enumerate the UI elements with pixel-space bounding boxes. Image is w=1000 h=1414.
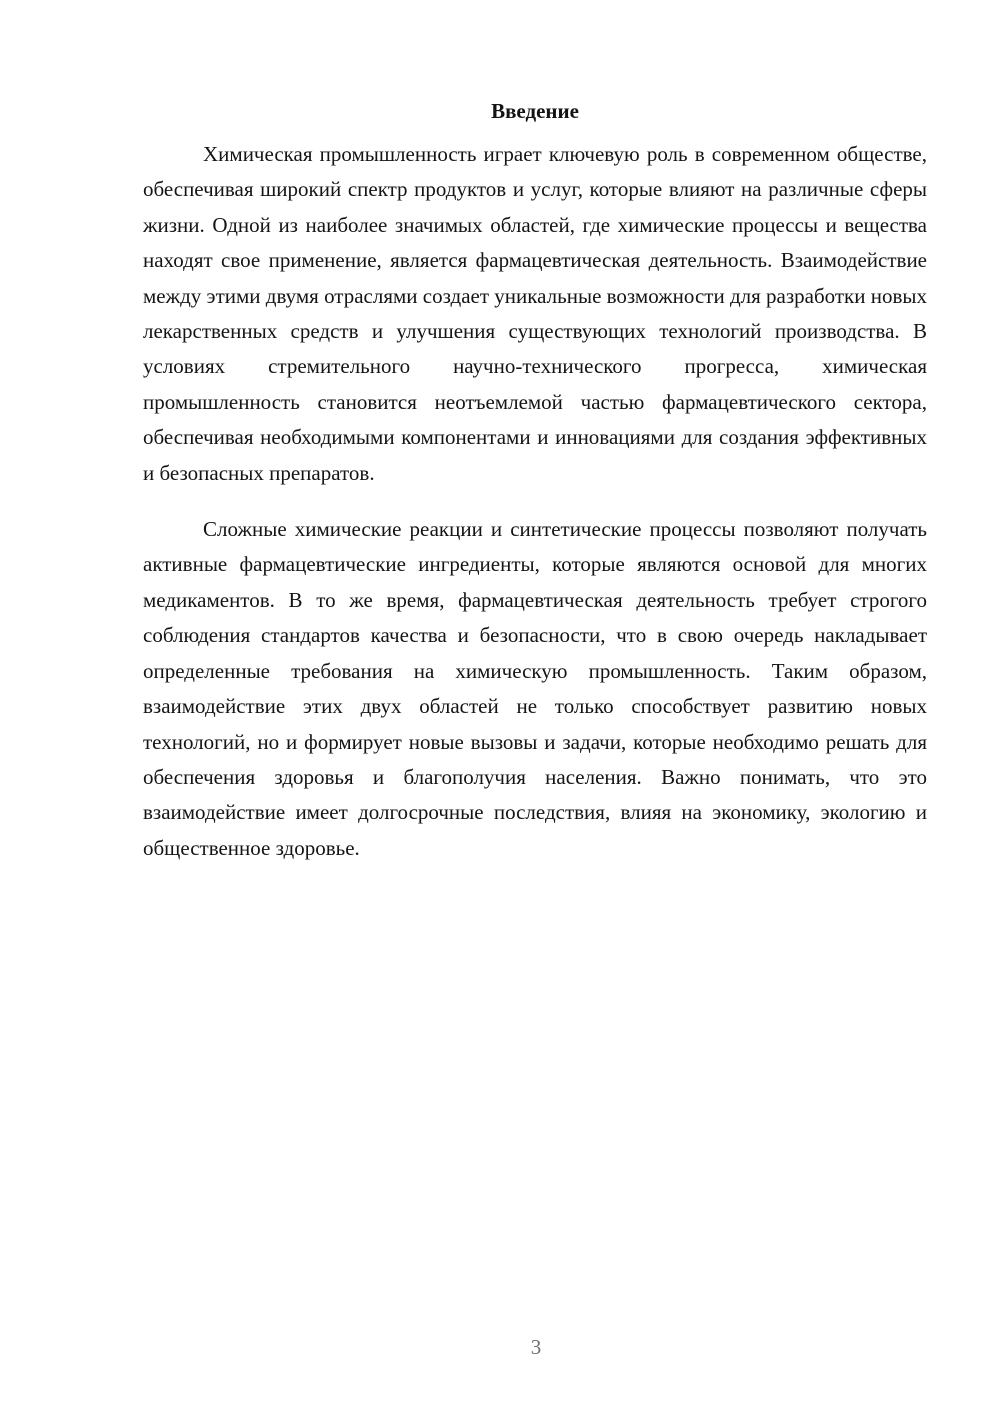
- section-heading: Введение: [491, 99, 579, 123]
- document-body: [143, 96, 927, 866]
- paragraph-1: Химическая промышленность играет ключевую роль в современном обществе, обеспечивая широкий спектр продуктов и услуг, которые влияют на различные сферы жизни. Одной из наиболее значимых областей, где химические процессы и вещества находят свое применение, является фармацевтическая деятельность. Взаимодействие между этими двумя отраслями создает уникальные возможности для разработки новых лекарственных средств и улучшения существующих технологий производства. В условиях стремительного научно-технического прогресса, химическая промышленность становится неотъемлемой частью фармацевтического сектора, обеспечивая необходимыми компонентами и инновациями для создания эффективных и безопасных препаратов.: [143, 142, 927, 485]
- paragraph-2: Сложные химические реакции и синтетические процессы позволяют получать активные фармацевтические ингредиенты, которые являются основой для многих медикаментов. В то же время, фармацевтическая деятельность требует строгого соблюдения стандартов качества и безопасности, что в свою очередь накладывает определенные требования на химическую промышленность. Таким образом, взаимодействие этих двух областей не только способствует развитию новых технологий, но и формирует новые вызовы и задачи, которые необходимо решать для обеспечения здоровья и благополучия населения. Важно понимать, что это взаимодействие имеет долгосрочные последствия, влияя на экономику, экологию и общественное здоровье.: [143, 517, 927, 860]
- page-number: 3: [530, 1335, 542, 1359]
